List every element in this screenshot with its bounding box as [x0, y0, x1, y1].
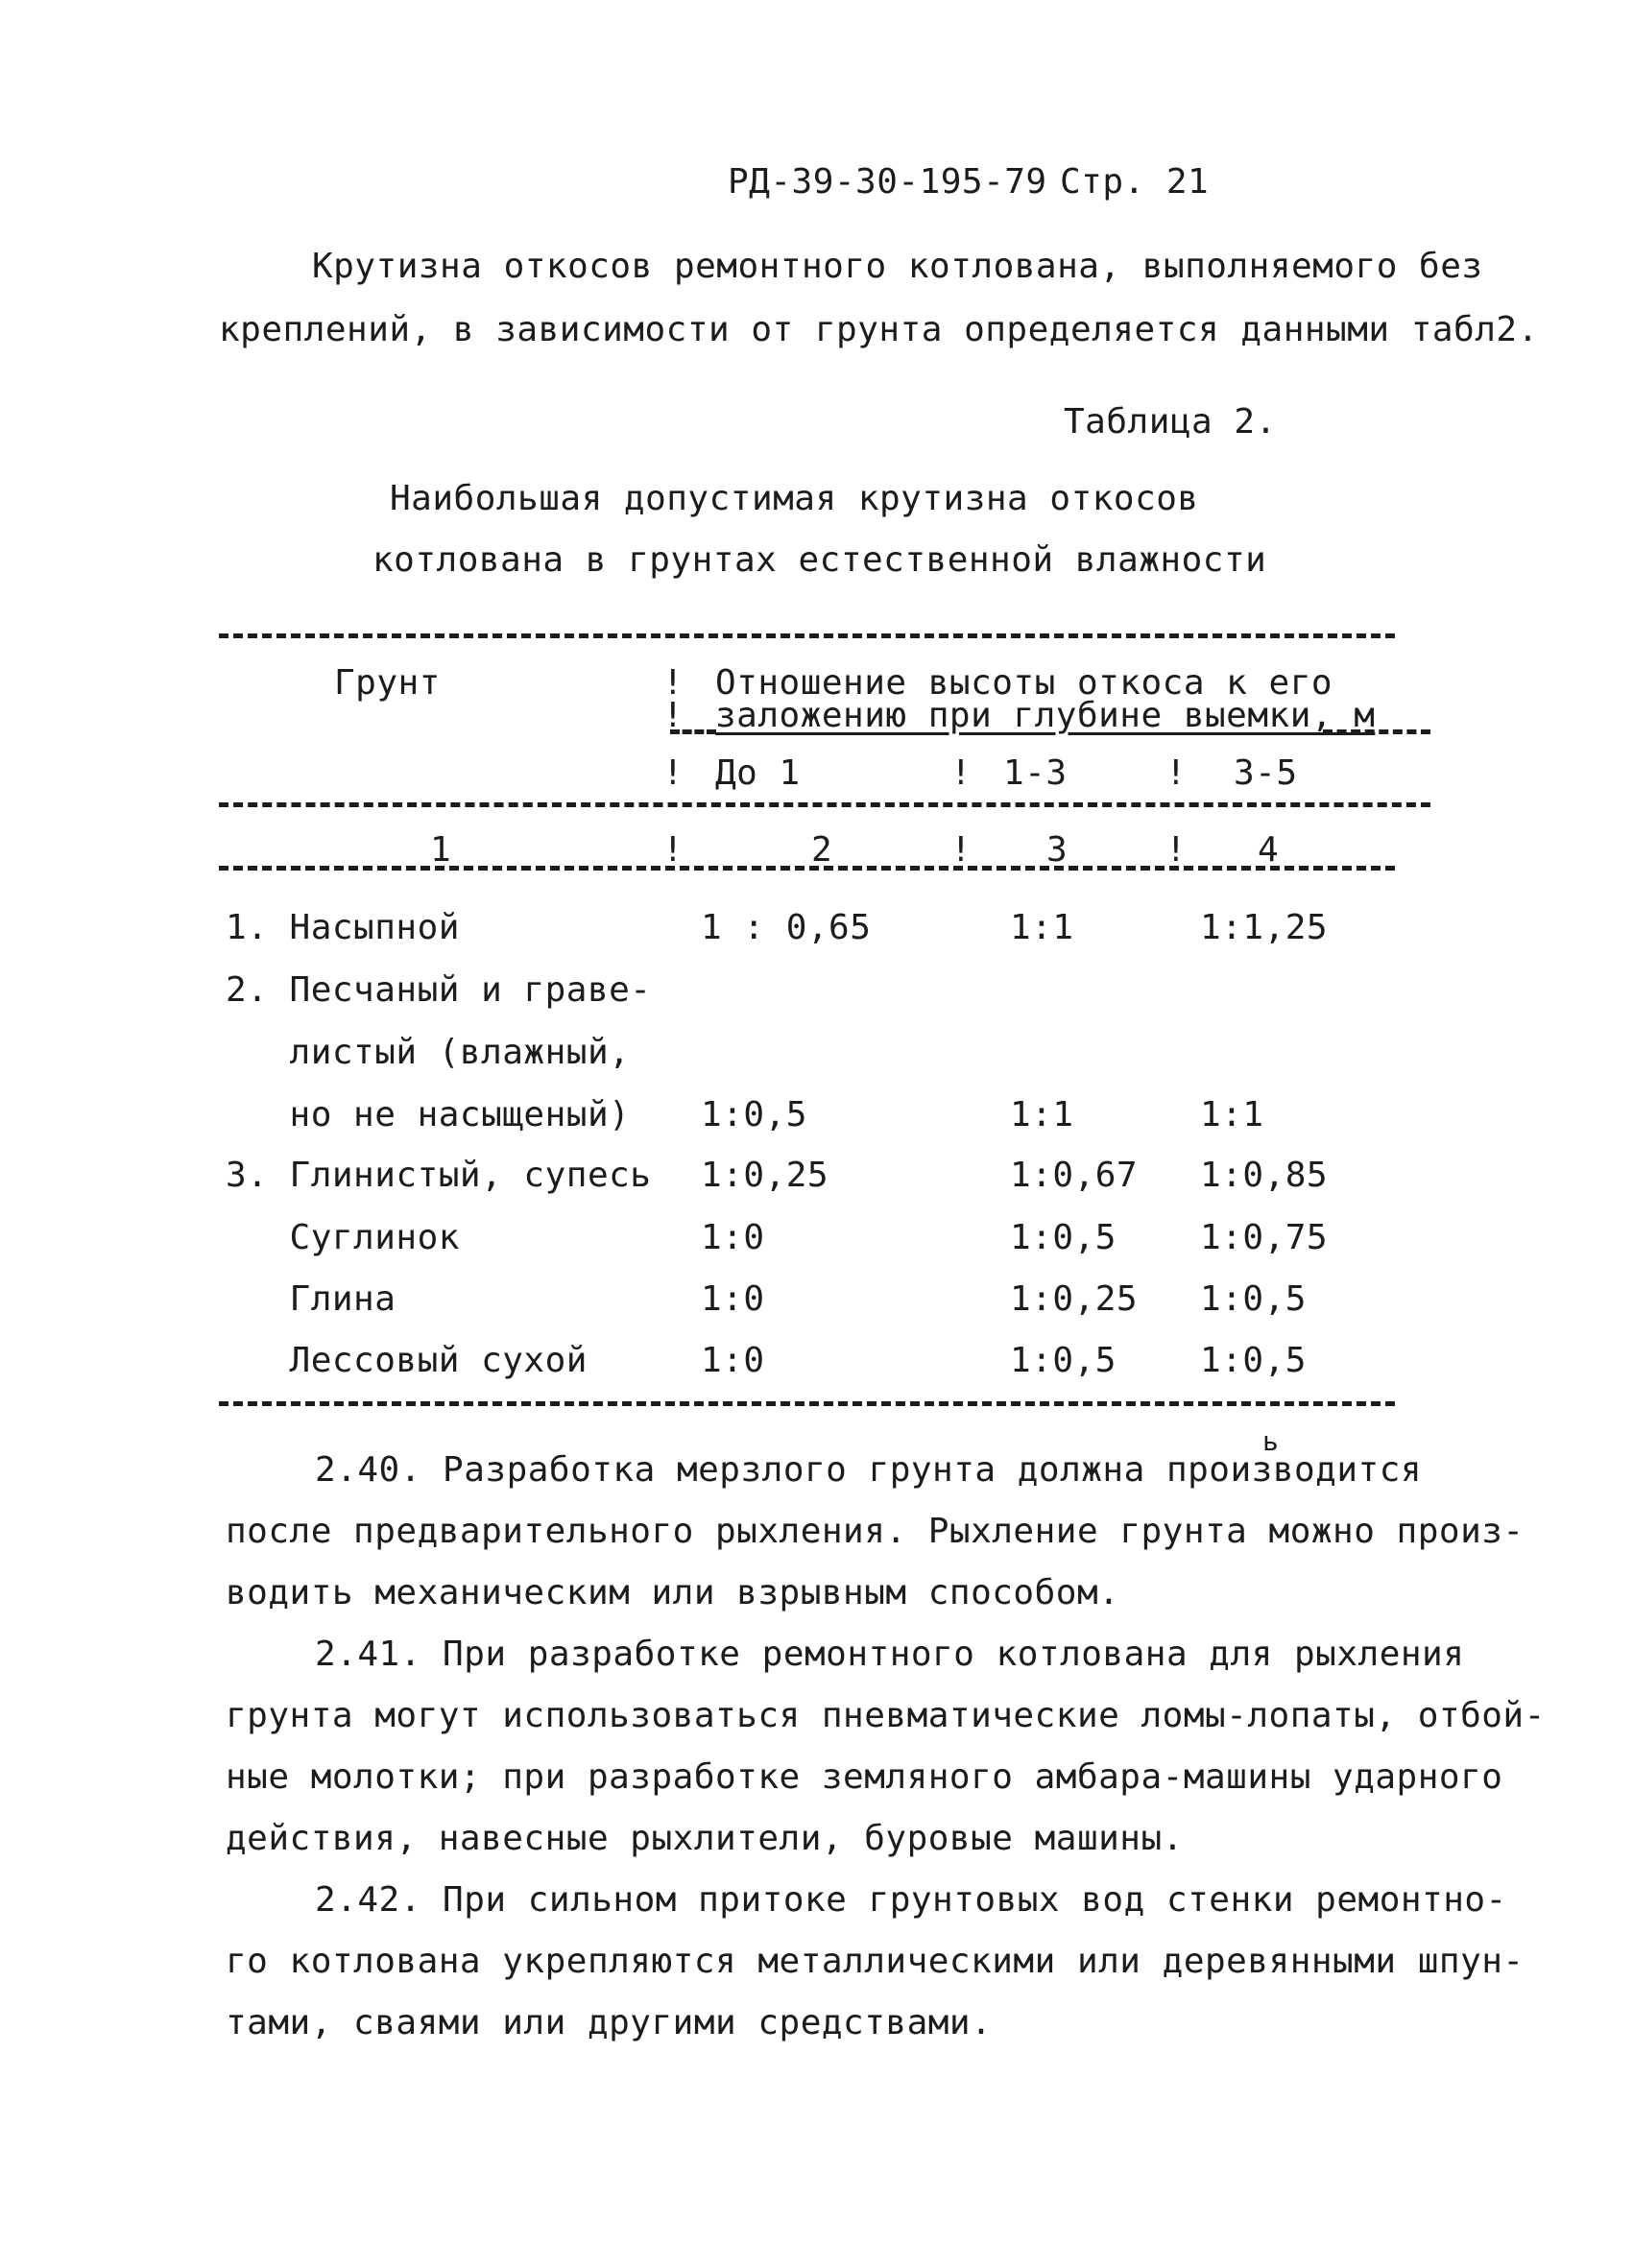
paragraph-2-40-line-2: после предварительного рыхления. Рыхление грунта можно произ- [226, 1512, 1525, 1551]
table-row-value-depth-1: 1 : 0,65 [701, 908, 872, 947]
numbering-bottom-rule [219, 866, 1395, 871]
header-ratio-rule-left [670, 729, 716, 734]
column-separator: ! [950, 753, 972, 793]
paragraph-2-42-line-2: го котлована укрепляются металлическими или деревянными шпун- [226, 1942, 1525, 1981]
paragraph-2-41-line-2: грунта могут использоваться пневматические ломы-лопаты, отбой- [226, 1696, 1546, 1735]
paragraph-2-40-line-1: 2.40. Разработка мерзлого грунта должна производится [315, 1450, 1423, 1490]
header-depth-1: До 1 [715, 753, 801, 793]
page-number: Стр. 21 [1060, 162, 1210, 202]
intro-line-2: креплений, в зависимости от грунта определяется данными табл2. [219, 310, 1539, 349]
paragraph-2-40-line-3: водить механическим или взрывным способом. [226, 1573, 1120, 1612]
table-row-value-depth-3: 1:0,75 [1200, 1218, 1329, 1257]
table-row-value-depth-2: 1:0,5 [1010, 1341, 1117, 1380]
paragraph-2-41-line-3: ные молотки; при разработке земляного амбара-машины ударного [226, 1757, 1503, 1797]
table-row-soil: 2. Песчаный и граве- [226, 970, 652, 1010]
table-row-value-depth-1: 1:0 [701, 1279, 765, 1319]
document-code: РД-39-30-195-79 [728, 162, 1047, 202]
table-title-line-2: котлована в грунтах естественной влажности [372, 540, 1267, 580]
table-row-value-depth-2: 1:1 [1010, 908, 1074, 947]
table-title-line-1: Наибольшая допустимая крутизна откосов [390, 479, 1199, 518]
handwritten-correction: ь [1262, 1425, 1280, 1457]
paragraph-2-41-line-4: действия, навесные рыхлители, буровые машины. [226, 1819, 1184, 1858]
table-row-value-depth-2: 1:0,5 [1010, 1218, 1117, 1257]
table-row-soil: 1. Насыпной [226, 908, 460, 947]
table-row-soil: Глина [226, 1279, 396, 1319]
column-number-3: 3 [1046, 830, 1069, 870]
paragraph-2-42-line-3: тами, сваями или другими средствами. [226, 2003, 993, 2042]
header-depth-3: 3-5 [1234, 753, 1298, 793]
table-row-value-depth-3: 1:0,5 [1200, 1341, 1307, 1380]
column-separator: ! [662, 663, 684, 703]
table-row-value-depth-1: 1:0 [701, 1218, 765, 1257]
paragraph-2-42-line-1: 2.42. При сильном притоке грунтовых вод стенки ремонтно- [315, 1880, 1507, 1920]
column-number-2: 2 [811, 830, 833, 870]
header-ratio-line-2: заложению при глубине выемки, м [715, 696, 1376, 735]
paragraph-2-41-line-1: 2.41. При разработке ремонтного котлована для рыхления [315, 1635, 1465, 1674]
column-separator: ! [1165, 830, 1187, 870]
table-row-value-depth-1: 1:0,5 [701, 1095, 807, 1134]
table-row-soil: листый (влажный, [226, 1033, 631, 1072]
column-separator: ! [950, 830, 972, 870]
table-row-value-depth-1: 1:0,25 [701, 1156, 829, 1195]
column-separator: ! [662, 753, 684, 793]
table-row-soil: но не насыщеный) [226, 1095, 631, 1134]
table-row-value-depth-2: 1:0,67 [1010, 1156, 1139, 1195]
header-ratio-rule-right [1323, 729, 1430, 734]
table-row-soil: Лессовый сухой [226, 1341, 588, 1380]
column-number-4: 4 [1258, 830, 1280, 870]
table-row-value-depth-3: 1:0,85 [1200, 1156, 1329, 1195]
intro-line-1: Крутизна откосов ремонтного котлована, выполняемого без [312, 247, 1483, 286]
header-bottom-rule [219, 802, 1430, 807]
table-row-soil: 3. Глинистый, супесь [226, 1156, 652, 1195]
table-row-value-depth-3: 1:0,5 [1200, 1279, 1307, 1319]
column-separator: ! [662, 696, 684, 735]
table-row-value-depth-2: 1:1 [1010, 1095, 1074, 1134]
table-label: Таблица 2. [1064, 402, 1277, 442]
table-top-rule [219, 633, 1395, 638]
header-ratio-line-1: Отношение высоты откоса к его [715, 663, 1333, 703]
table-row-value-depth-2: 1:0,25 [1010, 1279, 1139, 1319]
column-number-1: 1 [430, 830, 452, 870]
column-separator: ! [662, 830, 684, 870]
table-row-soil: Суглинок [226, 1218, 460, 1257]
table-row-value-depth-3: 1:1 [1200, 1095, 1264, 1134]
column-separator: ! [1165, 753, 1187, 793]
table-row-value-depth-3: 1:1,25 [1200, 908, 1329, 947]
table-bottom-rule [219, 1401, 1395, 1406]
header-depth-2: 1-3 [1003, 753, 1068, 793]
header-soil: Грунт [334, 663, 441, 703]
table-row-value-depth-1: 1:0 [701, 1341, 765, 1380]
